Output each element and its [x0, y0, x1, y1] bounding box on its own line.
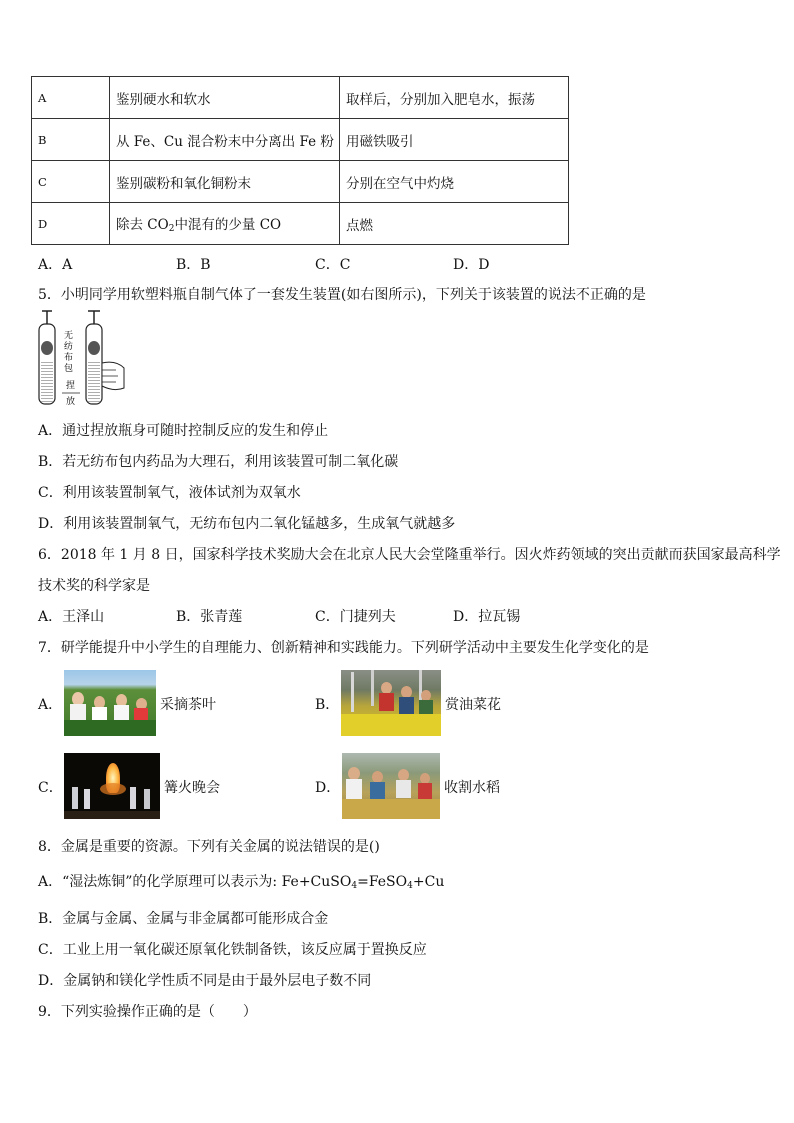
row-label: A	[32, 77, 110, 119]
q5-stem: 5．小明同学用软塑料瓶自制气体了一套发生装置(如右图所示)，下列关于该装置的说法不正确的是	[38, 287, 646, 303]
row-method: 用磁铁吸引	[340, 119, 569, 161]
row-label: D	[32, 203, 110, 245]
q6-option-b[interactable]: B．张青莲	[176, 609, 243, 625]
q6-option-d[interactable]: D．拉瓦锡	[453, 609, 521, 625]
row-method: 分别在空气中灼烧	[340, 161, 569, 203]
q7-stem: 7．研学能提升中小学生的自理能力、创新精神和实践能力。下列研学活动中主要发生化学变化的是	[38, 640, 649, 656]
table-row	[32, 77, 569, 119]
q7-option-a-label[interactable]: A．	[38, 697, 63, 713]
figure-label-release: 放	[66, 397, 76, 407]
q6-stem-line1: 6．2018 年 1 月 8 日，国家科学技术奖励大会在北京人民大会堂隆重举行。因火炸药领域的突出贡献而获国家最高科学	[38, 547, 781, 563]
q5-apparatus-figure	[36, 308, 128, 410]
q8-option-b[interactable]: B．金属与金属、金属与非金属都可能形成合金	[38, 911, 329, 927]
q4-option-a[interactable]: A．A	[38, 257, 73, 273]
row-label: B	[32, 119, 110, 161]
q4-option-c[interactable]: C．C	[315, 257, 351, 273]
q8-stem: 8．金属是重要的资源。下列有关金属的说法错误的是()	[38, 839, 380, 855]
table-row	[32, 161, 569, 203]
q5-option-d[interactable]: D．利用该装置制氧气，无纺布包内二氧化锰越多，生成氧气就越多	[38, 516, 456, 532]
table-row	[32, 119, 569, 161]
row-item: 从 Fe、Cu 混合粉末中分离出 Fe 粉	[110, 119, 340, 161]
q7-option-d-caption: 收割水稻	[444, 780, 500, 796]
tea-picking-photo	[64, 670, 156, 736]
rice-harvest-photo	[342, 753, 440, 819]
table-row	[32, 203, 569, 245]
q6-option-c[interactable]: C．门捷列夫	[315, 609, 396, 625]
figure-label-bag: 无纺布包	[64, 331, 74, 374]
q6-stem-line2: 技术奖的科学家是	[38, 578, 150, 594]
q6-option-a[interactable]: A．王泽山	[38, 609, 105, 625]
row-item: 鉴别碳粉和氧化铜粉末	[110, 161, 340, 203]
q9-stem: 9．下列实验操作正确的是（ ）	[38, 1004, 257, 1020]
q5-option-a[interactable]: A．通过捏放瓶身可随时控制反应的发生和停止	[38, 423, 329, 439]
bonfire-party-photo	[64, 753, 160, 819]
rapeseed-flower-photo	[341, 670, 441, 736]
q7-option-c-caption: 篝火晚会	[164, 780, 220, 796]
q8-option-a[interactable]: A．“湿法炼铜”的化学原理可以表示为: Fe+CuSO$_4$=FeSO$_4$+Cu	[38, 874, 445, 891]
row-method: 点燃	[340, 203, 569, 245]
q7-option-b-caption: 赏油菜花	[445, 697, 501, 713]
q8-option-c[interactable]: C．工业上用一氧化碳还原氧化铁制备铁，该反应属于置换反应	[38, 942, 427, 958]
q7-option-a-caption: 采摘茶叶	[160, 697, 216, 713]
row-label: C	[32, 161, 110, 203]
row-item: 除去 $CO_2$中混有的少量 CO	[110, 203, 340, 245]
q7-option-b-label[interactable]: B．	[315, 697, 340, 713]
q5-option-c[interactable]: C．利用该装置制氧气，液体试剂为双氧水	[38, 485, 301, 501]
chemical-equation: Fe+CuSO$_4$=FeSO$_4$+Cu	[281, 874, 445, 891]
row-method: 取样后，分别加入肥皂水，振荡	[340, 77, 569, 119]
q4-option-b[interactable]: B．B	[176, 257, 211, 273]
q4-option-d[interactable]: D．D	[453, 257, 490, 273]
row-item: 鉴别硬水和软水	[110, 77, 340, 119]
q4-table	[31, 76, 569, 245]
q7-option-d-label[interactable]: D．	[315, 780, 341, 796]
figure-label-squeeze: 捏	[66, 381, 76, 391]
q5-option-b[interactable]: B．若无纺布包内药品为大理石，利用该装置可制二氧化碳	[38, 454, 399, 470]
q8-option-d[interactable]: D．金属钠和镁化学性质不同是由于最外层电子数不同	[38, 973, 372, 989]
q7-option-c-label[interactable]: C．	[38, 780, 63, 796]
